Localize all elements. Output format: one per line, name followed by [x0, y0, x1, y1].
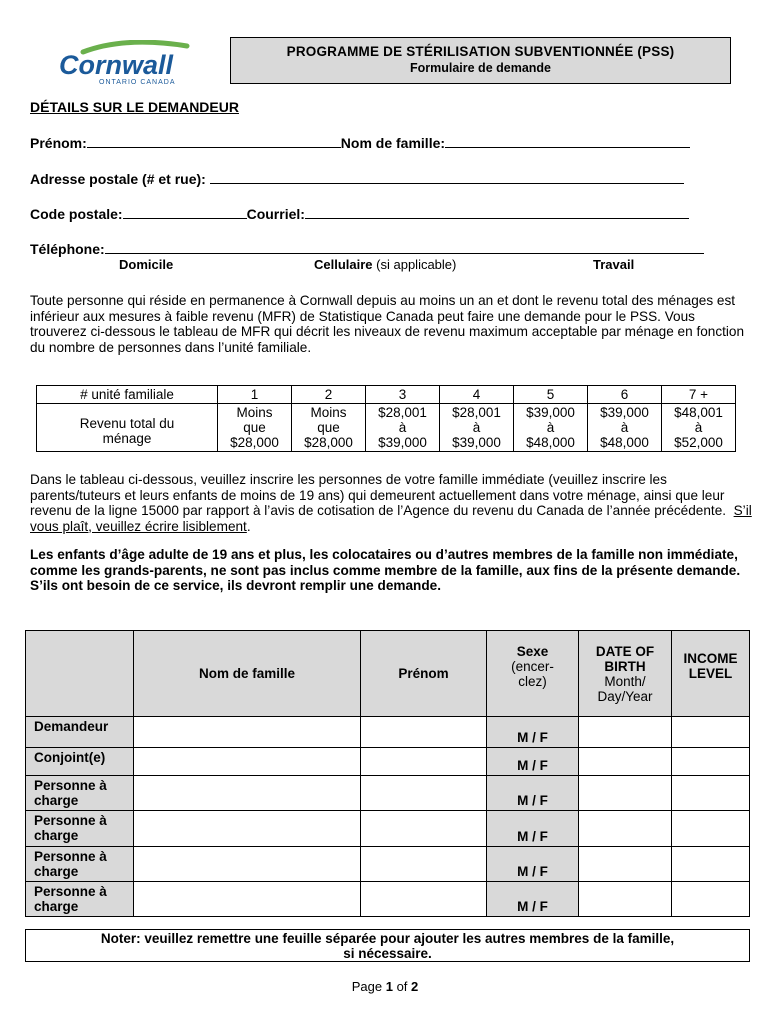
family-row-label: Demandeur — [26, 717, 134, 748]
mfr-income-label: Revenu total du ménage — [37, 404, 218, 452]
phone-row — [30, 241, 704, 257]
mfr-size-7: 7 + — [662, 386, 736, 404]
row-dob-cell[interactable] — [579, 882, 672, 917]
family-col-sex — [487, 631, 579, 717]
mfr-income-6-b: à — [620, 420, 629, 435]
intro-paragraph: Toute personne qui réside en permanence à Cornwall depuis au moins un an et dont le revenu total des ménages est inférieur aux mesures à faible revenu (MFR) de Statistique Canada peut faire une demande pour le PSS. Vous trouverez ci-dessous le tableau de MFR qui décrit les niveaux de revenu maximum acceptable par ménage en fonction du nombre de personnes dans l’unité familiale. — [30, 293, 745, 355]
mfr-income-1 — [218, 404, 292, 452]
mfr-income-5 — [514, 404, 588, 452]
row-first-name-cell[interactable] — [361, 717, 487, 748]
phone-cell-label-group — [314, 257, 456, 272]
phone-label: Téléphone: — [30, 241, 105, 257]
row-last-name-cell[interactable] — [134, 882, 361, 917]
row-sex-cell[interactable]: M / F — [487, 847, 579, 882]
mfr-income-5-c: $48,000 — [526, 435, 575, 450]
mfr-header-row — [37, 386, 736, 404]
mfr-income-5-b: à — [546, 420, 555, 435]
row-last-name-cell[interactable] — [134, 776, 361, 811]
row-dob-cell[interactable] — [579, 748, 672, 776]
table-row — [26, 811, 750, 847]
mfr-size-1: 1 — [218, 386, 292, 404]
mfr-income-4-c: $39,000 — [452, 435, 501, 450]
row-last-name-cell[interactable] — [134, 811, 361, 847]
cornwall-logo — [55, 40, 200, 86]
mfr-income-1-b: que — [243, 420, 266, 435]
row-dob-cell[interactable] — [579, 776, 672, 811]
table-row — [26, 748, 750, 776]
address-field[interactable] — [210, 171, 684, 184]
phone-field[interactable] — [105, 241, 704, 254]
family-row-label-1: Personne à — [34, 849, 107, 864]
family-row-label-1: Personne à — [34, 884, 107, 899]
mfr-income-7-c: $52,000 — [674, 435, 723, 450]
mfr-income-7-a: $48,001 — [674, 405, 723, 420]
family-col-sex-3: clez) — [518, 674, 547, 689]
family-row-label-1: Personne à — [34, 778, 107, 793]
row-first-name-cell[interactable] — [361, 847, 487, 882]
mfr-size-2: 2 — [292, 386, 366, 404]
note-line-2: si nécessaire. — [343, 946, 432, 961]
mfr-header-label: # unité familiale — [37, 386, 218, 404]
first-name-field[interactable] — [87, 135, 341, 148]
row-income-cell[interactable] — [672, 882, 750, 917]
first-name-label: Prénom: — [30, 135, 87, 151]
footer-current-page: 1 — [385, 979, 393, 994]
family-col-dob-3: Month/ — [604, 674, 646, 689]
last-name-field[interactable] — [445, 135, 690, 148]
family-row-label-2: charge — [34, 828, 79, 843]
mfr-size-3: 3 — [366, 386, 440, 404]
family-row-label — [26, 847, 134, 882]
footer-sep: of — [396, 979, 408, 994]
last-name-label: Nom de famille: — [340, 135, 446, 151]
mfr-income-7 — [662, 404, 736, 452]
table-row — [26, 776, 750, 811]
table-row — [26, 847, 750, 882]
family-col-dob-4: Day/Year — [597, 689, 653, 704]
applicant-section-title: DÉTAILS SUR LE DEMANDEUR — [30, 99, 239, 115]
family-col-sex-2: (encer- — [511, 659, 554, 674]
row-last-name-cell[interactable] — [134, 748, 361, 776]
row-first-name-cell[interactable] — [361, 776, 487, 811]
postal-code-field[interactable] — [123, 206, 247, 219]
mfr-income-3-c: $39,000 — [378, 435, 427, 450]
family-row-label — [26, 811, 134, 847]
mfr-income-5-a: $39,000 — [526, 405, 575, 420]
row-income-cell[interactable] — [672, 717, 750, 748]
row-sex-cell[interactable]: M / F — [487, 811, 579, 847]
row-sex-cell[interactable]: M / F — [487, 748, 579, 776]
mfr-income-3-a: $28,001 — [378, 405, 427, 420]
mfr-size-6: 6 — [588, 386, 662, 404]
family-col-dob-1: DATE OF — [595, 644, 655, 659]
instructions-underlined: S’il vous plaît, veuillez écrire lisiblement — [30, 503, 752, 534]
name-row — [30, 135, 690, 151]
family-row-label-2: charge — [34, 899, 79, 914]
family-header-row — [26, 631, 750, 717]
postal-code-label: Code postale: — [30, 206, 123, 222]
row-last-name-cell[interactable] — [134, 717, 361, 748]
mfr-income-2-a: Moins — [310, 405, 347, 420]
email-field[interactable] — [305, 206, 689, 219]
mfr-income-4 — [440, 404, 514, 452]
mfr-income-1-a: Moins — [236, 405, 273, 420]
form-title-box — [230, 37, 731, 84]
row-sex-cell[interactable]: M / F — [487, 776, 579, 811]
logo-sub-text: ONTARIO CANADA — [99, 79, 176, 86]
footer-total-pages: 2 — [411, 979, 419, 994]
row-income-cell[interactable] — [672, 847, 750, 882]
instructions-paragraph: Dans le tableau ci-dessous, veuillez inscrire les personnes de votre famille immédiate (veuillez inscrire les parents/tuteurs et leurs enfants de moins de 19 ans) qui demeurent actuellement dans votre ménage, ainsi que leur revenu de la ligne 15000 par rapport à l’avis de cotisation de l’Agence du revenu du Canada de l’année précédente. S’il vous plaît, veuillez écrire lisiblement. — [30, 472, 752, 534]
family-col-last-name: Nom de famille — [134, 631, 361, 717]
exclusion-paragraph: Les enfants d’âge adulte de 19 ans et plus, les colocataires ou d’autres membres de la famille non immédiate, comme les grands-parents, ne sont pas inclus comme membre de la famille, aux fins de la présente demande. S’ils ont besoin de ce service, ils devront remplir une demande. — [30, 547, 741, 593]
family-col-first-name: Prénom — [361, 631, 487, 717]
row-dob-cell[interactable] — [579, 811, 672, 847]
row-income-cell[interactable] — [672, 811, 750, 847]
mfr-income-6 — [588, 404, 662, 452]
instructions-text: Dans le tableau ci-dessous, veuillez inscrire les personnes de votre famille immédiate (veuillez inscrire les parents/tuteurs et leurs enfants de moins de 19 ans) qui demeurent actuellement dans votre ménage, ainsi que leur revenu de la ligne 15000 par rapport à l’avis de cotisation de l’Agence du revenu du Canada de l’année précédente. — [30, 472, 727, 518]
footer-prefix: Page — [351, 979, 383, 994]
logo-brand-text: Cornwall — [59, 50, 174, 80]
mfr-income-2-c: $28,000 — [304, 435, 353, 450]
phone-cell-note: (si applicable) — [376, 257, 457, 272]
row-dob-cell[interactable] — [579, 847, 672, 882]
family-col-income — [672, 631, 750, 717]
table-row — [26, 717, 750, 748]
row-first-name-cell[interactable] — [361, 748, 487, 776]
family-col-dob-2: BIRTH — [604, 659, 646, 674]
table-row — [26, 882, 750, 917]
phone-work-label: Travail — [593, 257, 635, 272]
family-row-label-1: Personne à — [34, 813, 107, 828]
family-row-label — [26, 882, 134, 917]
mfr-table — [36, 385, 736, 452]
row-income-cell[interactable] — [672, 748, 750, 776]
mfr-income-3 — [366, 404, 440, 452]
mfr-income-6-c: $48,000 — [600, 435, 649, 450]
mfr-income-4-a: $28,001 — [452, 405, 501, 420]
phone-home-label: Domicile — [119, 257, 174, 272]
form-title: PROGRAMME DE STÉRILISATION SUBVENTIONNÉE (PSS) — [286, 44, 675, 59]
family-col-income-1: INCOME — [683, 651, 738, 666]
cornwall-logo-graphic — [55, 40, 200, 86]
row-last-name-cell[interactable] — [134, 847, 361, 882]
mfr-size-4: 4 — [440, 386, 514, 404]
mfr-income-2 — [292, 404, 366, 452]
mfr-income-7-b: à — [694, 420, 703, 435]
mfr-income-1-c: $28,000 — [230, 435, 279, 450]
row-first-name-cell[interactable] — [361, 811, 487, 847]
mfr-size-5: 5 — [514, 386, 588, 404]
family-row-label-2: charge — [34, 864, 79, 879]
row-sex-cell[interactable]: M / F — [487, 717, 579, 748]
form-subtitle: Formulaire de demande — [409, 61, 551, 75]
mfr-income-3-b: à — [398, 420, 407, 435]
family-col-income-2: LEVEL — [688, 666, 733, 681]
family-table — [25, 630, 750, 917]
family-col-role — [26, 631, 134, 717]
family-row-label — [26, 776, 134, 811]
row-dob-cell[interactable] — [579, 717, 672, 748]
postal-email-row — [30, 206, 689, 222]
email-label: Courriel: — [246, 206, 305, 222]
row-income-cell[interactable] — [672, 776, 750, 811]
note-box — [25, 929, 750, 962]
mfr-income-4-b: à — [472, 420, 481, 435]
row-sex-cell[interactable]: M / F — [487, 882, 579, 917]
address-label: Adresse postale (# et rue): — [30, 171, 206, 187]
family-row-label: Conjoint(e) — [26, 748, 134, 776]
address-row — [30, 171, 684, 187]
family-col-dob — [579, 631, 672, 717]
phone-cell-label: Cellulaire — [314, 257, 373, 272]
mfr-income-row — [37, 404, 736, 452]
mfr-income-6-a: $39,000 — [600, 405, 649, 420]
page-footer — [0, 979, 770, 994]
note-line-1: Noter: veuillez remettre une feuille séparée pour ajouter les autres membres de la famille, — [100, 931, 675, 946]
row-first-name-cell[interactable] — [361, 882, 487, 917]
mfr-income-2-b: que — [317, 420, 340, 435]
family-row-label-2: charge — [34, 793, 79, 808]
family-col-sex-1: Sexe — [516, 644, 549, 659]
